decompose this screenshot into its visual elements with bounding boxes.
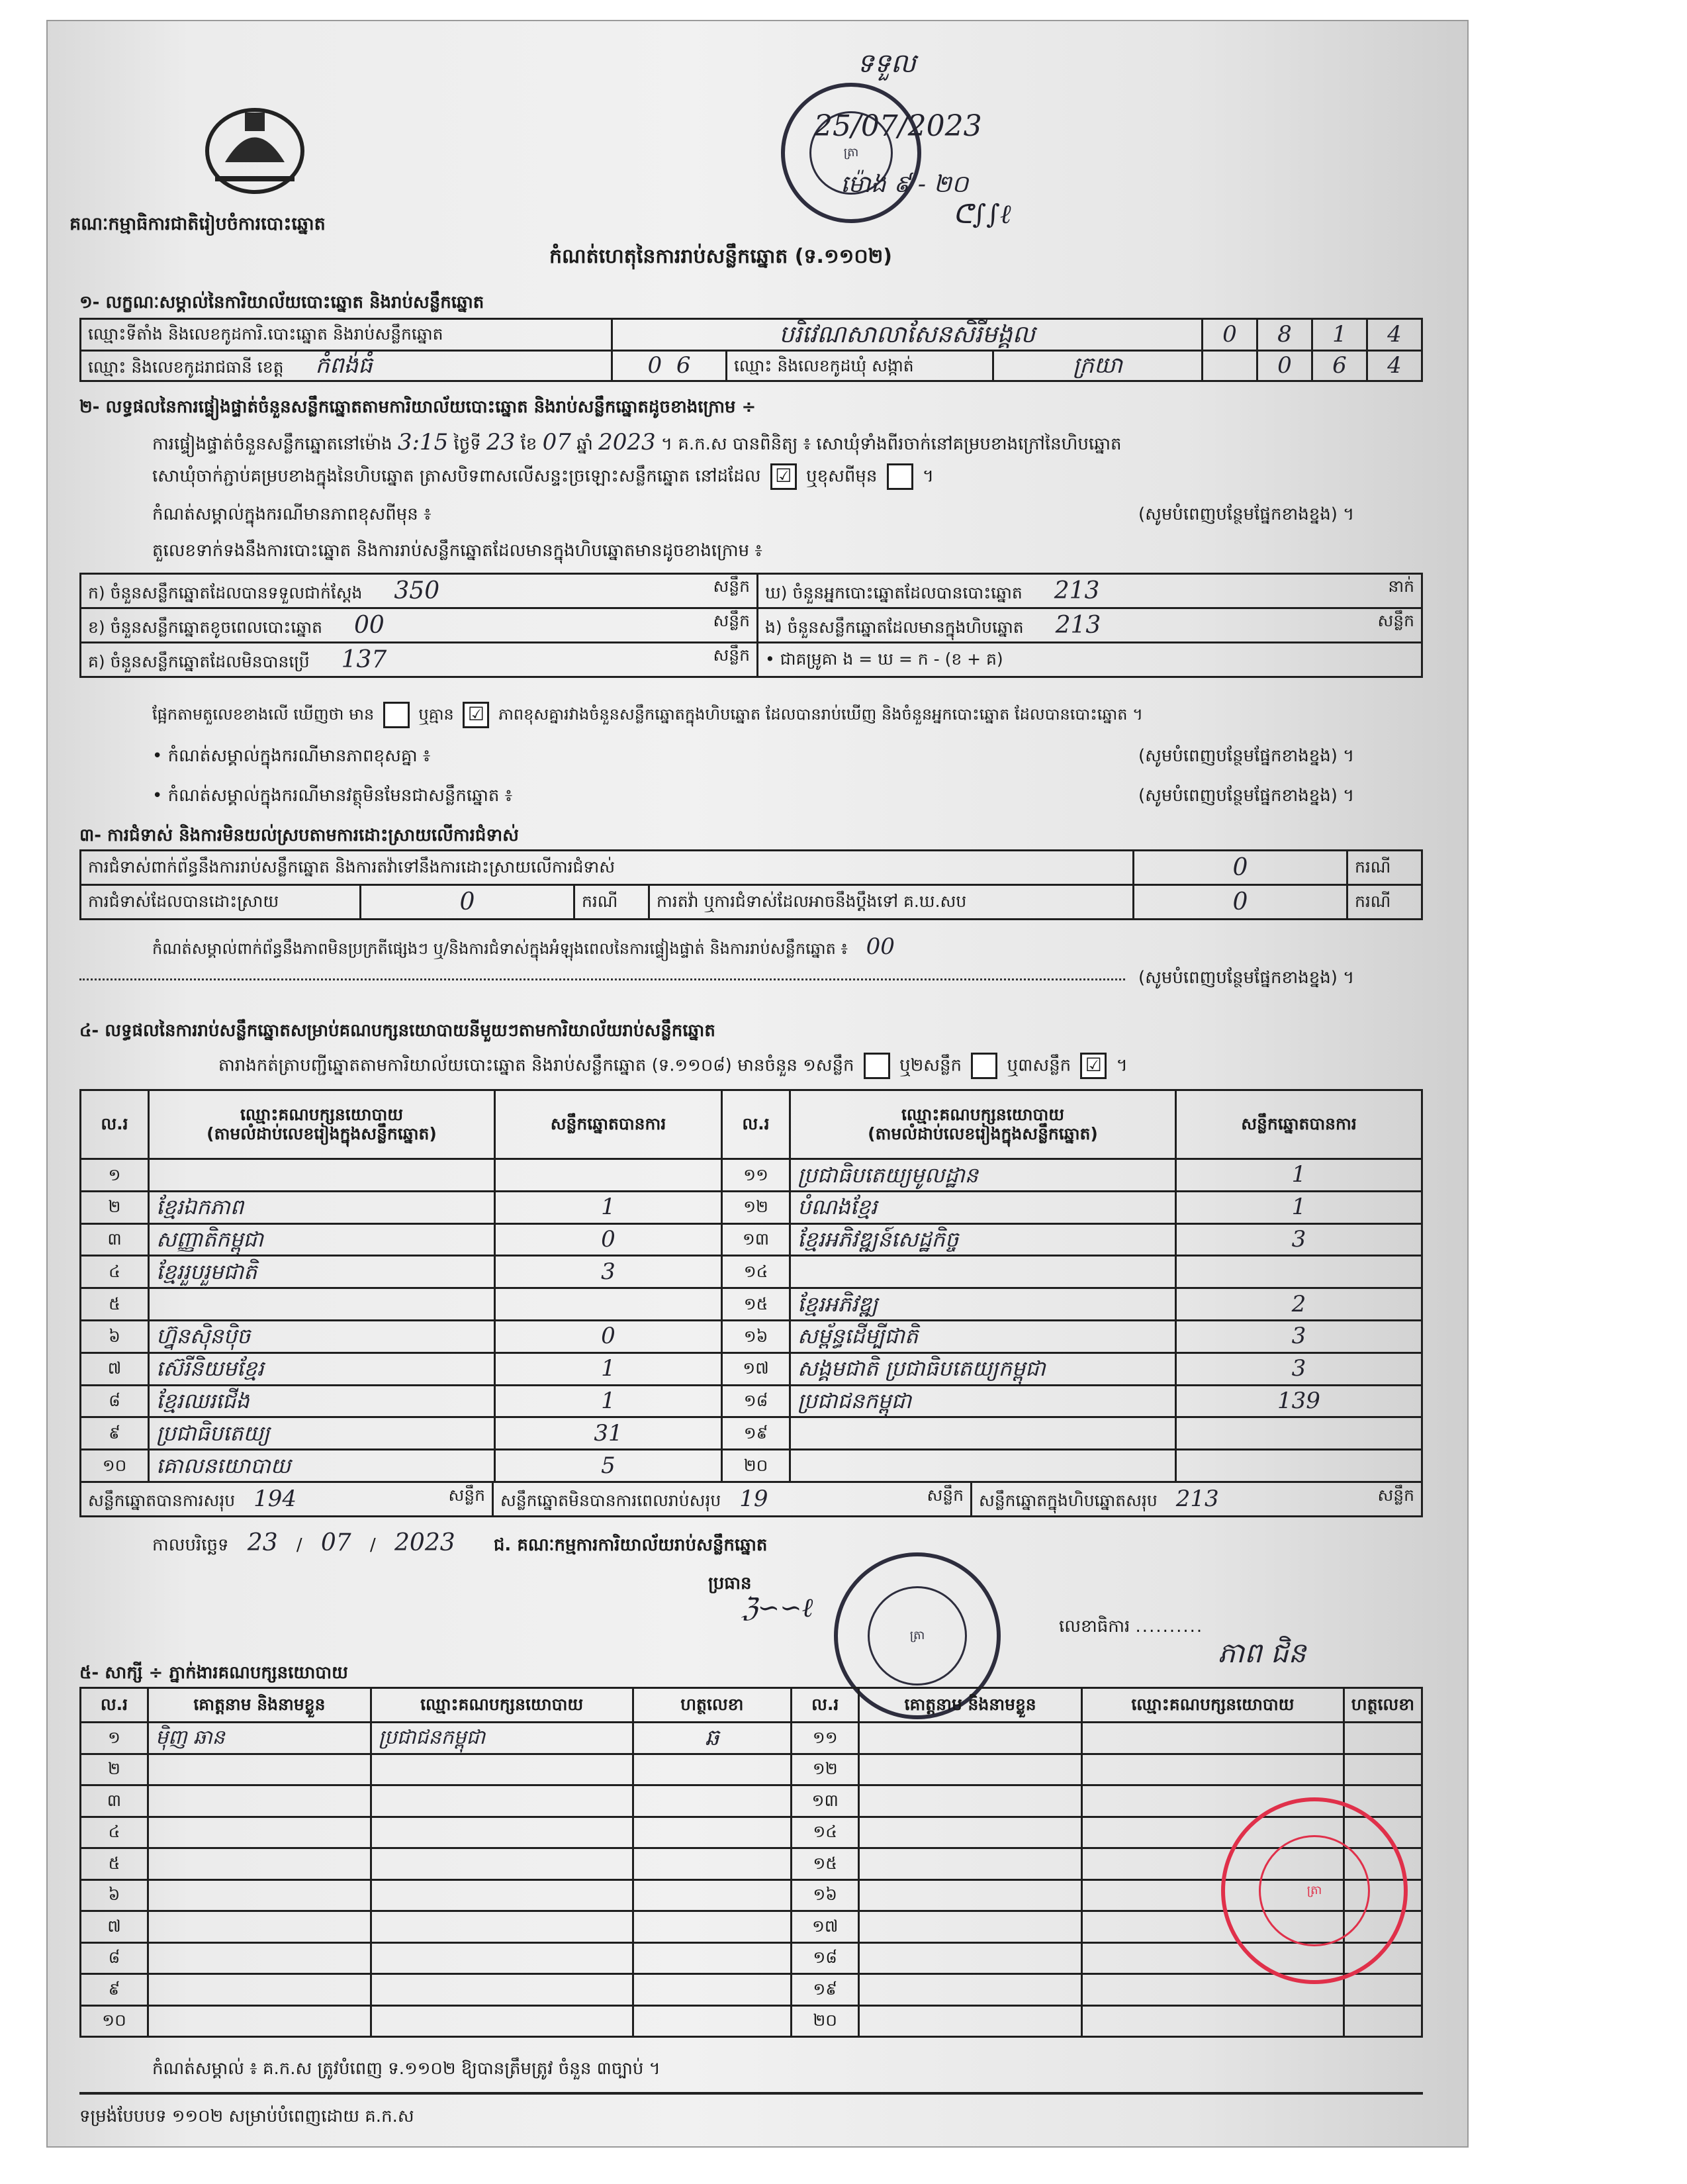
witness-row	[81, 1911, 1422, 1943]
date-day: 23	[247, 1529, 278, 1556]
note-mismatch-fill: (សូមបំពេញបន្ថែមផ្នែកខាងខ្នង) ។	[1138, 746, 1355, 766]
difference-no-checkbox[interactable]: ☑	[463, 702, 489, 728]
witness-party-left	[371, 1817, 633, 1848]
witness-name-right	[859, 1848, 1082, 1880]
location-value: បរិវេណសាលាសែនសិរីមង្គល	[612, 319, 1203, 351]
results-party-left: ខ្មែររួបរួមជាតិ	[149, 1256, 495, 1288]
results-row	[81, 1320, 1422, 1353]
witness-party-left	[371, 1848, 633, 1880]
objection-table	[79, 849, 1423, 920]
results-totals	[79, 1481, 1423, 1517]
results-row	[81, 1288, 1422, 1321]
witness-party-left	[371, 1942, 633, 1974]
witness-no-right: ១៤	[792, 1817, 859, 1848]
note-suspect: • កំណត់សម្គាល់ក្នុងករណីមានវត្ថុមិនមែនជាសន្លឹកឆ្នោត ៖	[152, 786, 513, 806]
results-no-left: ១០	[81, 1450, 149, 1482]
witness-no-left: ៧	[81, 1911, 148, 1943]
commune-value: ក្រយា	[993, 351, 1203, 381]
results-col-votes-right: សន្លឹកឆ្នោតបានការ	[1176, 1090, 1422, 1159]
commune-code-1: 0	[1257, 351, 1312, 381]
witness-party-left	[371, 1879, 633, 1911]
results-votes-left: 1	[495, 1191, 722, 1223]
receipt-signature: ᕦ∫∫ℓ	[953, 199, 1011, 230]
results-votes-right	[1176, 1256, 1422, 1288]
witness-no-right: ១៨	[792, 1942, 859, 1974]
results-votes-left: 3	[495, 1256, 722, 1288]
results-votes-right: 3	[1176, 1320, 1422, 1353]
objection-row2-unit2: ករណី	[1347, 885, 1422, 920]
witness-party-right	[1082, 2005, 1344, 2037]
note-suspect-fill: (សូមបំពេញបន្ថែមផ្នែកខាងខ្នង) ។	[1138, 786, 1355, 806]
results-votes-left: 1	[495, 1385, 722, 1417]
witness-name-left	[148, 1754, 371, 1785]
results-votes-right: 139	[1176, 1385, 1422, 1417]
tally-3-checkbox[interactable]: ☑	[1080, 1053, 1107, 1079]
witness-name-right	[859, 1879, 1082, 1911]
committee-name: គណៈកម្មាធិការជាតិរៀបចំការបោះឆ្នោត	[69, 214, 326, 234]
witness-no-left: ២	[81, 1754, 148, 1785]
witness-party-left	[371, 1974, 633, 2006]
seal-intact-checkbox[interactable]: ☑	[770, 463, 797, 490]
results-votes-left: 0	[495, 1223, 722, 1256]
results-no-left: ៩	[81, 1417, 149, 1450]
note-mismatch: • កំណត់សម្គាល់ក្នុងករណីមានភាពខុសគ្នា ៖	[152, 746, 431, 766]
verify-line-2: សោឃុំចាក់ភ្ជាប់គម្របខាងក្នុងនៃហិបឆ្នោត ត្រាសបិទពាសលើសន្ទះច្រឡោះសន្លឹកឆ្នោត នៅដដែល ☑ ឬខុសពីមុន ។	[152, 463, 934, 491]
witness-sign-left	[633, 1785, 792, 1817]
objection-row2-label: ការជំទាស់ដែលបានដោះស្រាយ	[81, 885, 361, 920]
witness-no-right: ១៣	[792, 1785, 859, 1817]
fig-a-value: 350	[394, 577, 440, 604]
figures-intro: តួលេខទាក់ទងនឹងការបោះឆ្នោត និងការរាប់សន្លឹកឆ្នោតដែលមានក្នុងហិបឆ្នោតមានដូចខាងក្រោម ៖	[152, 541, 762, 561]
witness-row	[81, 1785, 1422, 1817]
results-no-left: ៤	[81, 1256, 149, 1288]
witness-sign-right	[1344, 1723, 1422, 1754]
witness-sign-left	[633, 1754, 792, 1785]
witness-party-left	[371, 1785, 633, 1817]
objection-note-dots	[79, 978, 1125, 980]
red-official-seal-icon: ត្រា	[1221, 1797, 1408, 1984]
witness-row	[81, 1974, 1422, 2006]
witness-no-left: ៩	[81, 1974, 148, 2006]
chair-signature: ℨ∽∽ℓ	[741, 1593, 813, 1623]
objection-note-fill: (សូមបំពេញបន្ថែមផ្នែកខាងខ្នង) ។	[1138, 968, 1355, 988]
results-no-left: ៧	[81, 1353, 149, 1385]
witness-no-left: ៤	[81, 1817, 148, 1848]
tally-2-checkbox[interactable]	[971, 1053, 997, 1079]
results-party-right: សម្ព័ន្ធដើម្បីជាតិ	[790, 1320, 1176, 1353]
results-votes-left: 1	[495, 1353, 722, 1385]
witness-name-right	[859, 1942, 1082, 1974]
section-1-heading: ១- លក្ខណៈសម្គាល់នៃការិយាល័យបោះឆ្នោត និងរាប់សន្លឹកឆ្នោត	[79, 293, 484, 312]
results-party-right: ប្រជាជនកម្ពុជា	[790, 1385, 1176, 1417]
results-votes-right	[1176, 1417, 1422, 1450]
objection-note-value: 00	[866, 933, 895, 960]
witness-name-left	[148, 1911, 371, 1943]
chair-label: ប្រធាន	[708, 1574, 752, 1593]
witness-sign-left	[633, 1974, 792, 2006]
total-box: សន្លឹកឆ្នោតក្នុងហិបឆ្នោតសរុប 213 សន្លឹក	[972, 1482, 1422, 1517]
results-party-left: ស៊េរីនិយមខ្មែរ	[149, 1353, 495, 1385]
results-row	[81, 1417, 1422, 1450]
total-box-value: 213	[1175, 1485, 1219, 1512]
witness-no-right: ២០	[792, 2005, 859, 2037]
witness-name-right	[859, 2005, 1082, 2037]
objection-note: កំណត់សម្គាល់ពាក់ព័ន្ធនឹងភាពមិនប្រក្រតីផ្សេងៗ ឬ/និងការជំទាស់ក្នុងអំឡុងពេលនៃការផ្ទៀងផ្ទាត់ និងការរាប់សន្លឹកឆ្នោត ៖ 00	[152, 933, 895, 960]
witness-name-right	[859, 1754, 1082, 1785]
witness-table	[79, 1687, 1423, 2038]
witness-name-left	[148, 1974, 371, 2006]
results-votes-right: 1	[1176, 1191, 1422, 1223]
objection-row1-value: 0	[1134, 851, 1347, 885]
note-diff: កំណត់សម្គាល់ក្នុងករណីមានភាពខុសពីមុន ៖	[152, 504, 432, 524]
results-party-right	[790, 1256, 1176, 1288]
receipt-note: ទទួល	[857, 48, 916, 79]
witness-name-left	[148, 1942, 371, 1974]
fig-e: ង) ចំនួនសន្លឹកឆ្នោតដែលមានក្នុងហិបឆ្នោត 213 សន្លឹក	[758, 608, 1422, 643]
witness-col-no-left: ល.រ	[81, 1688, 148, 1723]
witness-sign-left	[633, 2005, 792, 2037]
results-no-left: ២	[81, 1191, 149, 1223]
witness-no-left: ៣	[81, 1785, 148, 1817]
objection-row2-unit: ករណី	[574, 885, 649, 920]
receipt-time: ម៉ោង ៩ - ២០	[841, 171, 969, 198]
results-col-party-left: ឈ្មោះគណបក្សនយោបាយ (តាមលំដាប់លេខរៀងក្នុងសន្លឹកឆ្នោត)	[149, 1090, 495, 1159]
witness-party-right	[1082, 1723, 1344, 1754]
fig-b-value: 00	[353, 611, 385, 639]
witness-name-left	[148, 1879, 371, 1911]
witness-col-no-right: ល.រ	[792, 1688, 859, 1723]
results-votes-left	[495, 1288, 722, 1321]
results-row	[81, 1223, 1422, 1256]
seal-changed-checkbox[interactable]	[887, 463, 913, 490]
results-votes-right: 3	[1176, 1353, 1422, 1385]
commune-code-2: 6	[1312, 351, 1367, 381]
witness-no-left: ៦	[81, 1879, 148, 1911]
results-party-right: ខ្មែរអភិវឌ្ឍ	[790, 1288, 1176, 1321]
results-table	[79, 1089, 1423, 1483]
witness-no-right: ១១	[792, 1723, 859, 1754]
results-party-left: ខ្មែរឯកភាព	[149, 1191, 495, 1223]
witness-name-right	[859, 1785, 1082, 1817]
results-party-left: គោលនយោបាយ	[149, 1450, 495, 1482]
national-emblem-icon	[199, 99, 311, 199]
document-title: កំណត់ហេតុនៃការរាប់សន្លឹកឆ្នោត (ទ.១១០២)	[549, 245, 893, 268]
witness-sign-left: ឆ	[633, 1723, 792, 1754]
witness-name-left: ម៉ិញ ឆាន	[148, 1723, 371, 1754]
witness-no-right: ១៥	[792, 1848, 859, 1880]
results-row	[81, 1450, 1422, 1482]
section-2-heading: ២- លទ្ធផលនៃការផ្ទៀងផ្ទាត់ចំនួនសន្លឹកឆ្នោតតាមការិយាល័យបោះឆ្នោត និងរាប់សន្លឹកឆ្នោតដូចខាងក្រោម ÷	[79, 397, 756, 417]
fig-c-value: 137	[341, 645, 387, 673]
province-label: ឈ្មោះ និងលេខកូដរាជធានី ខេត្ត កំពង់ធំ	[81, 351, 612, 381]
witness-no-left: ៨	[81, 1942, 148, 1974]
results-row	[81, 1385, 1422, 1417]
official-seal-icon: ត្រា	[781, 83, 921, 223]
date-year: 2023	[394, 1529, 455, 1556]
section-5-heading: ៥- សាក្សី ÷ ភ្នាក់ងារគណបក្សនយោបាយ	[79, 1663, 348, 1683]
witness-party-left: ប្រជាជនកម្ពុជា	[371, 1723, 633, 1754]
witness-name-left	[148, 1848, 371, 1880]
witness-name-left	[148, 1817, 371, 1848]
witness-name-left	[148, 1785, 371, 1817]
witness-party-left	[371, 2005, 633, 2037]
results-party-left: ហ្វ៊ុនស៊ិនប៉ិច	[149, 1320, 495, 1353]
witness-sign-right	[1344, 1974, 1422, 2006]
footer-divider	[79, 2092, 1423, 2095]
results-no-right: ១៨	[722, 1385, 790, 1417]
location-code-1: 0	[1203, 319, 1257, 351]
witness-name-right	[859, 1911, 1082, 1943]
witness-sign-right	[1344, 1754, 1422, 1785]
witness-no-left: ១	[81, 1723, 148, 1754]
witness-no-right: ១២	[792, 1754, 859, 1785]
results-no-left: ៥	[81, 1288, 149, 1321]
results-party-right	[790, 1450, 1176, 1482]
witness-col-party-left: ឈ្មោះគណបក្សនយោបាយ	[371, 1688, 633, 1723]
witness-no-right: ១៦	[792, 1879, 859, 1911]
results-row	[81, 1353, 1422, 1385]
fig-d-value: 213	[1054, 577, 1100, 604]
commune-label: ឈ្មោះ និងលេខកូដឃុំ សង្កាត់	[727, 351, 993, 381]
witness-row	[81, 1754, 1422, 1785]
results-party-right	[790, 1417, 1176, 1450]
witness-row	[81, 1942, 1422, 1974]
results-party-left: ខ្មែរឈរជើង	[149, 1385, 495, 1417]
results-col-party-right: ឈ្មោះគណបក្សនយោបាយ (តាមលំដាប់លេខរៀងក្នុងសន្លឹកឆ្នោត)	[790, 1090, 1176, 1159]
fig-c: គ) ចំនួនសន្លឹកឆ្នោតដែលមិនបានប្រើ 137 សន្លឹក	[81, 643, 758, 677]
consistency-line: ផ្អែកតាមតួលេខខាងលើ ឃើញថា មាន ឬគ្មាន ☑ ភាពខុសគ្នារវាងចំនួនសន្លឹកឆ្នោតក្នុងហិបឆ្នោត ដែលបានរាប់ឃើញ និងចំនួនអ្នកបោះឆ្នោត ដែលបានបោះឆ្នោត ។	[152, 702, 1143, 728]
witness-sign-left	[633, 1848, 792, 1880]
location-code-3: 1	[1312, 319, 1367, 351]
objection-row2-value2: 0	[1134, 885, 1347, 920]
verify-line-1: ការផ្ទៀងផ្ទាត់ចំនួនសន្លឹកឆ្នោតនៅម៉ោង 3:15 ថ្ងៃទី 23 ខែ 07 ឆ្នាំ 2023 ។ គ.ក.ស បានពិនិត្យ ៖ សោឃុំទាំងពីរចាក់នៅគម្របខាងក្រៅនៃហិបឆ្នោត	[152, 429, 1122, 455]
results-party-left: ប្រជាធិបតេយ្យ	[149, 1417, 495, 1450]
difference-yes-checkbox[interactable]	[383, 702, 410, 728]
commune-code-3: 4	[1367, 351, 1422, 381]
witness-name-right	[859, 1974, 1082, 2006]
witness-sign-left	[633, 1911, 792, 1943]
objection-row2-label2: ការតវ៉ា ឬការជំទាស់ដែលអាចនឹងប្ដឹងទៅ គ.ឃ.សប	[649, 885, 1134, 920]
results-party-right: សង្គមជាតិ ប្រជាធិបតេយ្យកម្ពុជា	[790, 1353, 1176, 1385]
witness-no-left: ៥	[81, 1848, 148, 1880]
province-value: កំពង់ធំ	[315, 352, 373, 379]
witness-col-party-right: ឈ្មោះគណបក្សនយោបាយ	[1082, 1688, 1344, 1723]
results-no-left: ១	[81, 1159, 149, 1192]
total-valid-value: 194	[253, 1485, 297, 1512]
verify-time: 3:15	[397, 429, 449, 455]
results-no-right: ១៩	[722, 1417, 790, 1450]
results-row	[81, 1256, 1422, 1288]
witness-party-left	[371, 1754, 633, 1785]
fig-a: ក) ចំនួនសន្លឹកឆ្នោតដែលបានទទួលជាក់ស្តែង 350 សន្លឹក	[81, 574, 758, 608]
results-no-right: ២០	[722, 1450, 790, 1482]
section-3-heading: ៣- ការជំទាស់ និងការមិនយល់ស្របតាមការដោះស្រាយលើការជំទាស់	[79, 826, 519, 845]
form-note: ទម្រង់បែបបទ ១១០២ សម្រាប់បំពេញដោយ គ.ក.ស	[79, 2107, 414, 2126]
results-col-no-left: ល.រ	[81, 1090, 149, 1159]
witness-no-right: ១៩	[792, 1974, 859, 2006]
fig-d: ឃ) ចំនួនអ្នកបោះឆ្នោតដែលបានបោះឆ្នោត 213 នាក់	[758, 574, 1422, 608]
results-votes-right: 1	[1176, 1159, 1422, 1192]
results-party-left	[149, 1159, 495, 1192]
objection-row1-label: ការជំទាស់ពាក់ព័ន្ធនឹងការរាប់សន្លឹកឆ្នោត និងការតវ៉ាទៅនឹងការដោះស្រាយលើការជំទាស់	[81, 851, 1134, 885]
results-votes-right: 3	[1176, 1223, 1422, 1256]
witness-row	[81, 1723, 1422, 1754]
results-votes-right	[1176, 1450, 1422, 1482]
location-code-4: 4	[1367, 319, 1422, 351]
results-no-left: ៨	[81, 1385, 149, 1417]
objection-row2-value: 0	[361, 885, 574, 920]
results-no-right: ១៣	[722, 1223, 790, 1256]
total-invalid: សន្លឹកឆ្នោតមិនបានការពេលរាប់សរុប 19 សន្លឹក	[493, 1482, 972, 1517]
verify-day: 23	[486, 429, 516, 455]
verify-year: 2023	[598, 429, 656, 455]
results-col-votes-left: សន្លឹកឆ្នោតបានការ	[495, 1090, 722, 1159]
total-invalid-value: 19	[739, 1485, 768, 1512]
location-code-2: 8	[1257, 319, 1312, 351]
secretary-label: លេខាធិការ ..........	[1059, 1617, 1204, 1637]
results-no-right: ១៦	[722, 1320, 790, 1353]
witness-party-left	[371, 1911, 633, 1943]
results-votes-left: 0	[495, 1320, 722, 1353]
tally-line: តារាងកត់ត្រាបញ្ជីឆ្នោតតាមការិយាល័យបោះឆ្នោត និងរាប់សន្លឹកឆ្នោត (ទ.១១០៨) មានចំនួន ១សន្លឹក ឬ២សន្លឹក ឬ៣សន្លឹក ☑ ។	[218, 1053, 1128, 1080]
date-line: កាលបរិច្ឆេទ 23 / 07 / 2023 ជ. គណៈកម្មការការិយាល័យរាប់សន្លឹកឆ្នោត	[152, 1529, 768, 1556]
total-valid: សន្លឹកឆ្នោតបានការសរុប 194 សន្លឹក	[81, 1482, 493, 1517]
witness-row	[81, 1817, 1422, 1848]
fig-b: ខ) ចំនួនសន្លឹកឆ្នោតខូចពេលបោះឆ្នោត 00 សន្លឹក	[81, 608, 758, 643]
witness-sign-right	[1344, 2005, 1422, 2037]
witness-party-right	[1082, 1754, 1344, 1785]
results-party-left: សញ្ញាតិកម្ពុជា	[149, 1223, 495, 1256]
witness-row	[81, 2005, 1422, 2037]
results-no-right: ១២	[722, 1191, 790, 1223]
results-votes-left: 5	[495, 1450, 722, 1482]
results-party-right: បំណងខ្មែរ	[790, 1191, 1176, 1223]
witness-sign-left	[633, 1879, 792, 1911]
section-1-table	[79, 318, 1423, 382]
witness-col-sign-left: ហត្ថលេខា	[633, 1688, 792, 1723]
date-month: 07	[320, 1529, 351, 1556]
witness-col-name-right: គោត្តនាម និងនាមខ្លួន	[859, 1688, 1082, 1723]
witness-col-sign-right: ហត្ថលេខា	[1344, 1688, 1422, 1723]
results-no-left: ៦	[81, 1320, 149, 1353]
witness-name-right	[859, 1817, 1082, 1848]
secretary-signature: ភាព ជិន	[1218, 1637, 1306, 1669]
witness-row	[81, 1848, 1422, 1880]
results-no-left: ៣	[81, 1223, 149, 1256]
fig-e-value: 213	[1055, 611, 1101, 639]
commune-code-0	[1203, 351, 1257, 381]
objection-row1-unit: ករណី	[1347, 851, 1422, 885]
results-no-right: ១១	[722, 1159, 790, 1192]
results-votes-left: 31	[495, 1417, 722, 1450]
witness-sign-left	[633, 1817, 792, 1848]
results-votes-left	[495, 1159, 722, 1192]
receipt-date: 25/07/2023	[814, 109, 982, 143]
witness-no-left: ១០	[81, 2005, 148, 2037]
results-party-right: ខ្មែរអភិវឌ្ឍន៍សេដ្ឋកិច្ច	[790, 1223, 1176, 1256]
results-party-left	[149, 1288, 495, 1321]
province-code: 0 6	[612, 351, 727, 381]
witness-sign-left	[633, 1942, 792, 1974]
formula: • ជាគម្រូគា ង = ឃ = ក - (ខ + គ)	[758, 643, 1422, 677]
committee-seal-icon: ត្រា	[834, 1552, 1001, 1719]
results-no-right: ១៤	[722, 1256, 790, 1288]
note-diff-fill: (សូមបំពេញបន្ថែមផ្នែកខាងខ្នង) ។	[1138, 504, 1355, 524]
results-row	[81, 1159, 1422, 1192]
results-col-no-right: ល.រ	[722, 1090, 790, 1159]
witness-name-left	[148, 2005, 371, 2037]
section-4-heading: ៤- លទ្ធផលនៃការរាប់សន្លឹកឆ្នោតសម្រាប់គណបក្សនយោបាយនីមួយៗតាមការិយាល័យរាប់សន្លឹកឆ្នោត	[79, 1021, 715, 1041]
witness-col-name-left: គោត្តនាម និងនាមខ្លួន	[148, 1688, 371, 1723]
results-party-right: ប្រជាធិបតេយ្យមូលដ្ឋាន	[790, 1159, 1176, 1192]
witness-name-right	[859, 1723, 1082, 1754]
results-row	[81, 1191, 1422, 1223]
results-no-right: ១៥	[722, 1288, 790, 1321]
footnote: កំណត់សម្គាល់ ៖ គ.ក.ស ត្រូវបំពេញ ទ.១១០២ ឱ្យបានត្រឹមត្រូវ ចំនួន ៣ច្បាប់ ។	[152, 2059, 661, 2079]
location-label: ឈ្មោះទីតាំង និងលេខកូដការិ.បោះឆ្នោត និងរាប់សន្លឹកឆ្នោត	[81, 319, 612, 351]
tally-1-checkbox[interactable]	[864, 1053, 890, 1079]
results-no-right: ១៧	[722, 1353, 790, 1385]
verify-month: 07	[542, 429, 571, 455]
figures-table	[79, 573, 1423, 678]
results-votes-right: 2	[1176, 1288, 1422, 1321]
witness-no-right: ១៧	[792, 1911, 859, 1943]
